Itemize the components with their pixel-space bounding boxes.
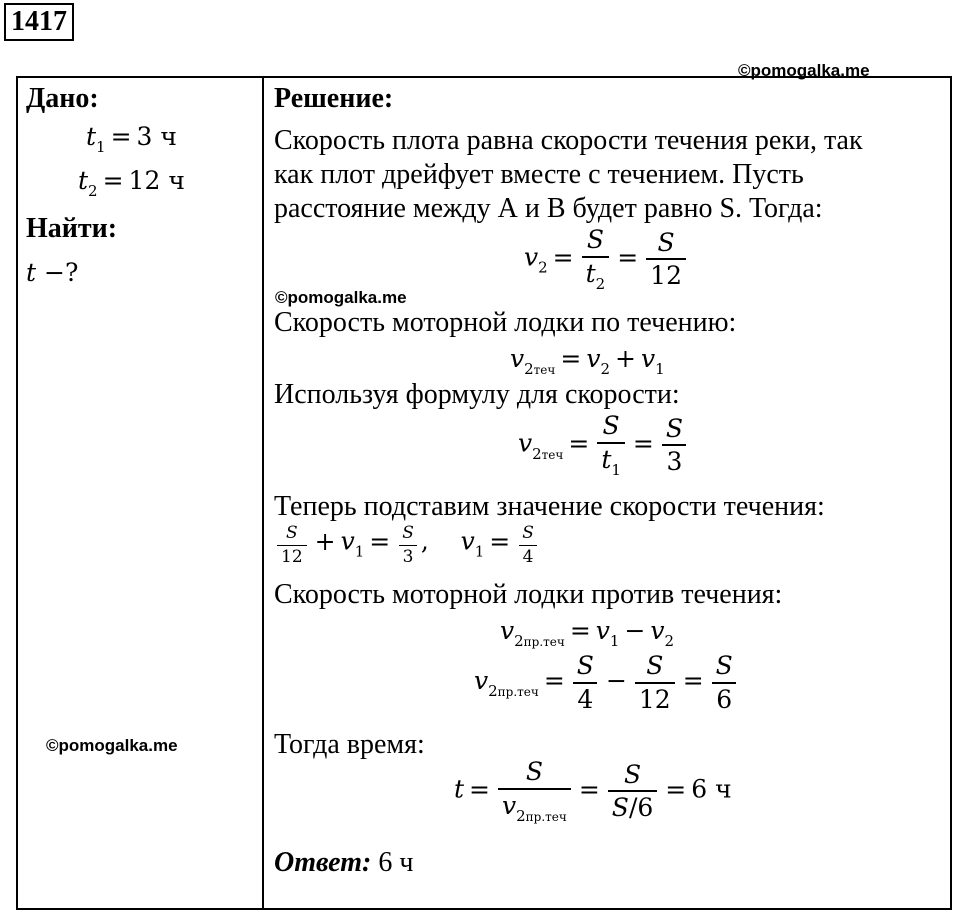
formula-downstream-speed: $v_{2теч} = v_2 + v_1$ (510, 344, 665, 378)
formula-current-speed: $\frac{S}{12}$ + $v_1$ = $\frac{S}{3}$ , $v_1$ = $\frac{S}{4}$ (274, 524, 541, 566)
solution-text: Используя формулу для скорости: (274, 379, 680, 410)
answer (274, 846, 413, 880)
solution-text: Скорость моторной лодки против течения: (274, 579, 783, 610)
formula-upstream-speed-value: $v_{2пр.теч}$ = $\frac{S}{4}$ − $\frac{S}{12}$ = $\frac{S}{6}$ (474, 652, 740, 713)
problem-number: 1417 (4, 3, 74, 41)
solution-table (16, 76, 952, 910)
watermark: ©pomogalka.me (46, 736, 178, 755)
given-t2: $t_2 = 12$ ч (78, 166, 185, 200)
watermark: ©pomogalka.me (738, 61, 870, 80)
answer-value: 6 ч (378, 847, 414, 878)
find-heading: Найти: (26, 213, 118, 244)
solution-text: как плот дрейфует вместе с течением. Пусть (274, 159, 804, 190)
solution-text: Скорость плота равна скорости течения реки, так (274, 125, 863, 156)
solution-text: расстояние между А и В будет равно S. Тогда: (274, 193, 823, 224)
solution-heading: Решение: (274, 83, 394, 114)
formula-time: t = $\frac{S}{v_{2пр.теч}}$ = $\frac{S}{S/6}$ = 6 ч (454, 757, 732, 825)
formula-downstream-speed-value: $v_{2теч}$ = $\frac{S}{t_1}$ = $\frac{S}{3}$ (518, 412, 690, 478)
solution-text: Теперь подставим значение скорости течения: (274, 491, 825, 522)
solution-text: Тогда время: (274, 729, 425, 760)
watermark: ©pomogalka.me (275, 288, 407, 307)
given-t1: $t_1 = 3$ ч (86, 122, 177, 156)
given-heading: Дано: (26, 83, 99, 114)
formula-raft-speed: $v_2$ = $\frac{S}{t_2}$ = $\frac{S}{12}$ (524, 226, 689, 292)
column-divider (262, 78, 264, 908)
answer-label: Ответ: (274, 847, 372, 878)
find-question: t −? (26, 258, 79, 287)
formula-upstream-speed: $v_{2пр.теч} = v_1 - v_2$ (500, 616, 675, 650)
solution-text: Скорость моторной лодки по течению: (274, 307, 737, 338)
